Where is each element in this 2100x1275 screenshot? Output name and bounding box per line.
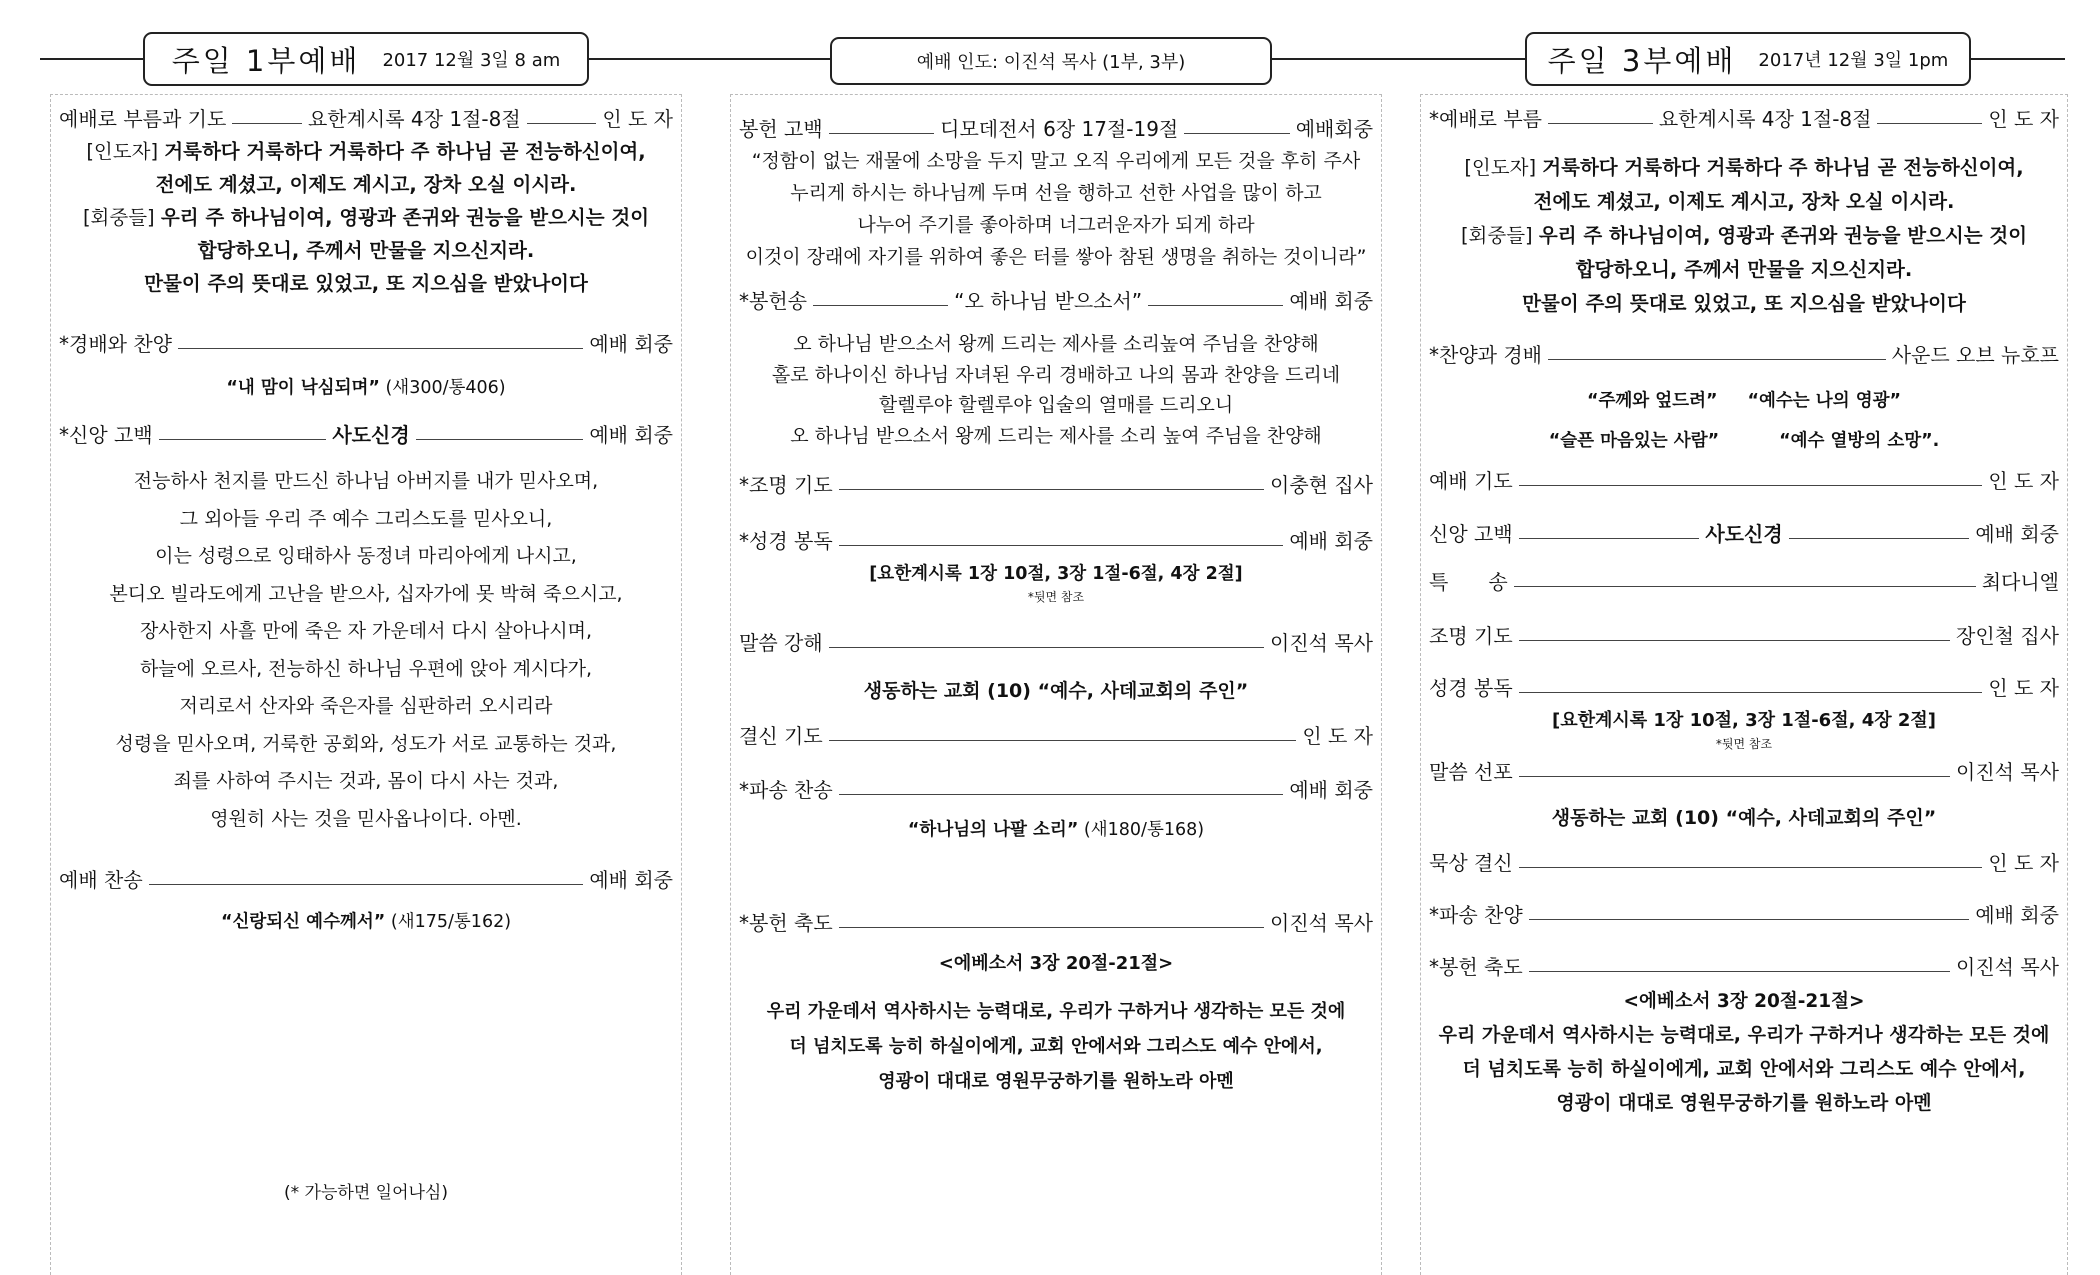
benediction-reference: <에베소서 3장 20절-21절> (938, 953, 1174, 974)
praise-songs-row-2: “슬픈 마음있는 사람” “예수 열방의 소망”. (1548, 431, 1940, 451)
scripture-reference-3: [요한계시록 1장 10절, 3장 1절-6절, 4장 2절] (1551, 710, 1937, 731)
praise-song: “내 맘이 낙심되며” (새300/통406) (226, 378, 506, 398)
order-item-offering-confession: 봉헌 고백 디모데전서 6장 17절-19절 예배회중 (739, 117, 1374, 141)
order-item-praise-3: *찬양과 경배 사운드 오브 뉴호프 (1429, 343, 2059, 367)
apostles-creed-text: 전능하사 천지를 만드신 하나님 아버지를 내가 믿사오며, 그 외아들 우리 주 예수 그리스도를 믿사오니, 이는 성령으로 잉태하사 동정녀 마리아에게 나시고, 본디오 빌라도에게 고난을 받으사, 십자가에 못 박혀 죽으시고, 장사한지 사흘 만에 죽은 자 가운데서 다시 살아나시며, 하늘에 오르사, 전능하신 하나님 우편에 앉아 계시다가, 저리로서 산자와 죽은자를 심판하러 오시리라 성령을 믿사오며, 거룩한 공회와, 성도가 서로 교통하는 것과, 죄를 사하여 주시는 것과, 몸이 다시 사는 것과, 영원히 사는 것을 믿사옵나이다. 아멘. (109, 470, 623, 830)
order-item-praise: *경배와 찬양 예배 회중 (59, 332, 673, 356)
order-item-call-to-worship-3: *예배로 부름 요한계시록 4장 1절-8절 인 도 자 (1429, 107, 2060, 131)
sermon-title: 생동하는 교회 (10) “예수, 사데교회의 주인” (863, 680, 1249, 702)
order-item-resolution-prayer: 결신 기도 인 도 자 (739, 724, 1373, 748)
order-item-hymn: 예배 찬송 예배 회중 (59, 868, 673, 892)
benediction-text-3: 우리 가운데서 역사하시는 능력대로, 우리가 구하거나 생각하는 모든 것에 더 넘치도록 능히 하실이에게, 교회 안에서와 그리스도 예수 안에서, 영광이 대대로 영원무궁하기를 원하노라 아멘 (1438, 1024, 2050, 1114)
order-item-call-to-worship: 예배로 부름과 기도 요한계시록 4장 1절-8절 인 도 자 (59, 107, 674, 131)
scripture-reference: [요한계시록 1장 10절, 3장 1절-6절, 4장 2절] (869, 564, 1243, 584)
sermon-title-3: 생동하는 교회 (10) “예수, 사데교회의 주인” (1551, 807, 1937, 829)
standing-footnote: (* 가능하면 일어나심) (284, 1183, 448, 1203)
service-title-first: 주일 1부예배 (171, 43, 361, 78)
order-item-illumination-prayer: *조명 기도 이충현 집사 (739, 473, 1373, 497)
sending-hymn-song: “하나님의 나팔 소리” (새180/통168) (907, 820, 1205, 840)
order-item-special-song: 특 송 최다니엘 (1429, 570, 2059, 594)
header-center-box (830, 37, 1272, 85)
service-date-first: 2017 12월 3일 8 am (382, 50, 561, 71)
order-item-worship-prayer: 예배 기도 인 도 자 (1429, 469, 2059, 493)
call-responsive-text: [인도자] 거룩하다 거룩하다 거룩하다 주 하나님 곧 전능하신이여, 전에도 계셨고, 이제도 계시고, 장차 오실 이시라. [회중들] 우리 주 하나님이여, 영광과 존귀와 권능을 받으시는 것이 합당하오니, 주께서 만물을 지으신지라. 만물이 주의 뜻대로 있었고, 또 지으심을 받았나이다 (82, 140, 650, 295)
praise-songs-row-1: “주께와 엎드려” “예수는 나의 영광” (1586, 391, 1902, 411)
column-third-service (1420, 94, 2068, 1275)
service-title-third: 주일 3부예배 (1547, 43, 1737, 78)
call-responsive-text-3: [인도자] 거룩하다 거룩하다 거룩하다 주 하나님 곧 전능하신이여, 전에도 계셨고, 이제도 계시고, 장차 오실 이시라. [회중들] 우리 주 하나님이여, 영광과 존귀와 권능을 받으시는 것이 합당하오니, 주께서 만물을 지으신지라. 만물이 주의 뜻대로 있었고, 또 지으심을 받았나이다 (1460, 156, 2028, 315)
order-item-sermon: 말씀 강해 이진석 목사 (739, 631, 1373, 655)
service-date-third: 2017년 12월 3일 1pm (1758, 50, 1949, 71)
order-item-offering-song: *봉헌송 “오 하나님 받으소서” 예배 회중 (739, 289, 1374, 313)
benediction-text: 우리 가운데서 역사하시는 능력대로, 우리가 구하거나 생각하는 모든 것에 더 넘치도록 능히 하실이에게, 교회 안에서와 그리스도 예수 안에서, 영광이 대대로 영원무궁하기를 원하노라 아멘 (766, 1001, 1346, 1092)
worship-leader: 예배 인도: 이진석 목사 (1부, 3부) (916, 52, 1186, 73)
order-item-meditation: 묵상 결신 인 도 자 (1429, 851, 2059, 875)
column-first-service (50, 94, 682, 1275)
order-item-illumination-prayer-3: 조명 기도 장인철 집사 (1429, 624, 2059, 648)
see-back-note-3: *뒷면 참조 (1715, 737, 1773, 751)
order-item-sending-hymn: *파송 찬송 예배 회중 (739, 778, 1373, 802)
offering-song-lyrics: 오 하나님 받으소서 왕께 드리는 제사를 소리높여 주님을 찬양해 홀로 하나이신 하나님 자녀된 우리 경배하고 나의 몸과 찬양을 드리네 할렐루야 할렐루야 입술의 열매를 드리오니 오 하나님 받으소서 왕께 드리는 제사를 소리 높여 주님을 찬양해 (771, 333, 1341, 447)
offering-scripture: “정함이 없는 재물에 소망을 두지 말고 오직 우리에게 모든 것을 후히 주사 누리게 하시는 하나님께 두며 선을 행하고 선한 사업을 많이 하고 나누어 주기를 좋아하며 너그러운자가 되게 하라 이것이 장래에 자기를 위하여 좋은 터를 쌓아 참된 생명을 취하는 것이니라” (745, 150, 1367, 268)
order-item-sermon-3: 말씀 선포 이진석 목사 (1429, 760, 2059, 784)
hymn-song: “신랑되신 예수께서” (새175/통162) (220, 912, 512, 932)
header-left-box (143, 32, 589, 86)
order-item-scripture-reading-3: 성경 봉독 인 도 자 (1429, 676, 2059, 700)
order-item-creed-3: 신앙 고백 사도신경 예배 회중 (1429, 522, 2059, 546)
order-item-creed: *신앙 고백 사도신경 예배 회중 (59, 423, 673, 447)
order-item-benediction-3: *봉헌 축도 이진석 목사 (1429, 955, 2059, 979)
column-offering-sermon (730, 94, 1382, 1275)
benediction-reference-3: <에베소서 3장 20절-21절> (1623, 991, 1865, 1012)
order-item-benediction: *봉헌 축도 이진석 목사 (739, 911, 1373, 935)
order-item-scripture-reading: *성경 봉독 예배 회중 (739, 529, 1373, 553)
see-back-note: *뒷면 참조 (1027, 590, 1085, 604)
header-right-box (1525, 32, 1971, 86)
order-item-sending-song-3: *파송 찬양 예배 회중 (1429, 903, 2059, 927)
